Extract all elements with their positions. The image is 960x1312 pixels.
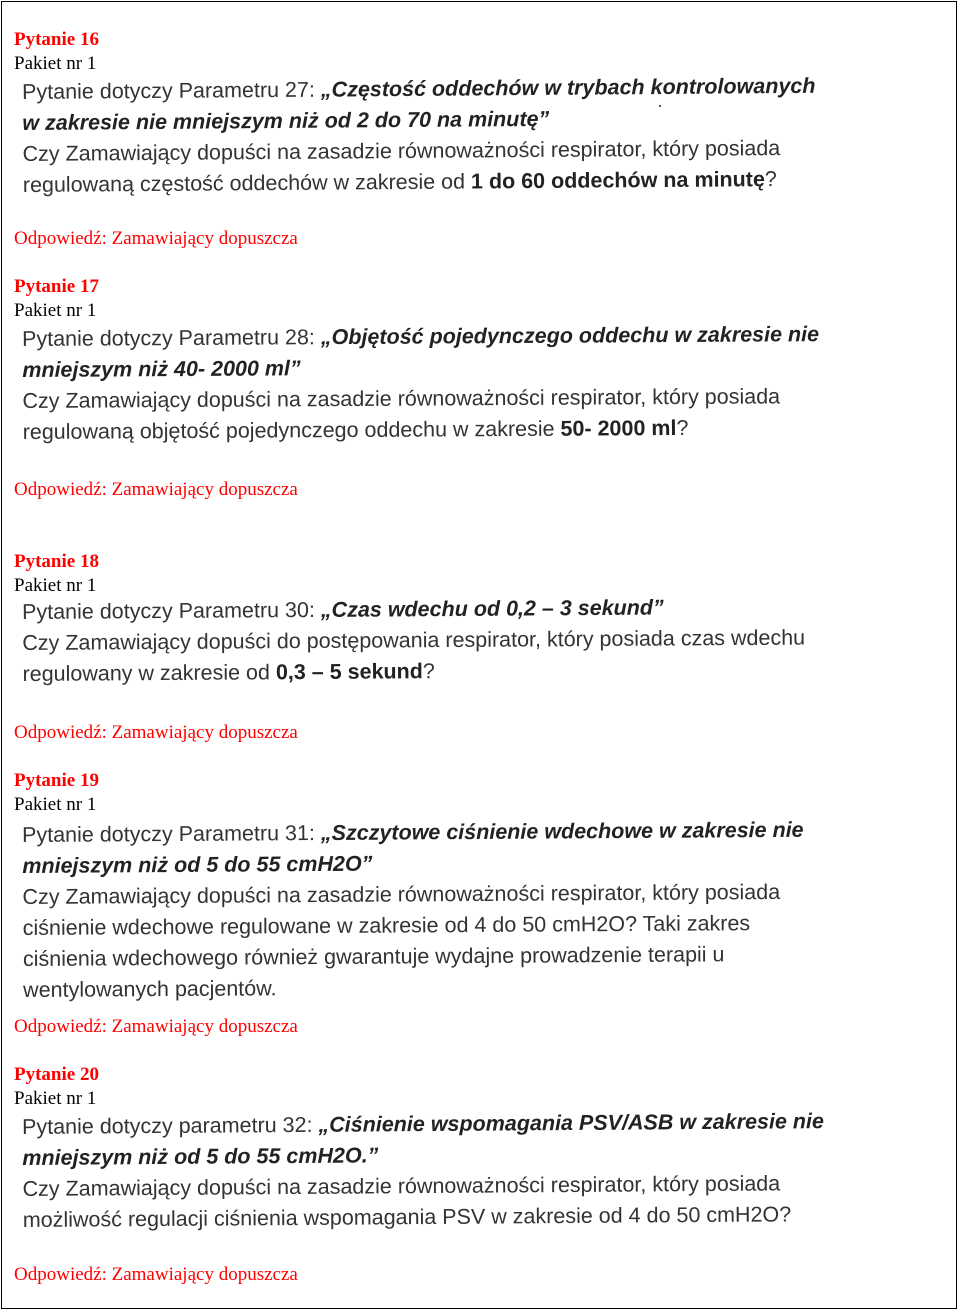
scan-line: Czy Zamawiający dopuści na zasadzie równoważności respirator, który posiada — [22, 136, 781, 166]
question-scan-text — [22, 592, 805, 690]
question-scan-text — [22, 71, 816, 201]
answer-text: Odpowiedź: Zamawiający dopuszcza — [14, 1016, 298, 1037]
scan-line: regulowaną częstość oddechów w zakresie od 1 do 60 oddechów na minutę? — [22, 167, 777, 197]
scan-line: mniejszym niż 40- 2000 ml” — [22, 356, 301, 382]
question-package: Pakiet nr 1 — [14, 575, 97, 596]
question-scan-text — [22, 319, 820, 448]
scan-speck — [659, 105, 661, 107]
question-title: Pytanie 19 — [14, 770, 99, 791]
question-title: Pytanie 20 — [14, 1064, 99, 1085]
question-title: Pytanie 17 — [14, 276, 99, 297]
scan-line: Pytanie dotyczy Parametru 27: „Częstość oddechów w trybach kontrolowanych — [22, 73, 816, 104]
question-package: Pakiet nr 1 — [14, 1088, 97, 1109]
document-page — [1, 1, 957, 1309]
question-scan-text — [22, 1106, 825, 1236]
question-scan-text — [22, 815, 805, 1006]
scan-line: Pytanie dotyczy Parametru 28: „Objętość pojedynczego oddechu w zakresie nie — [22, 322, 820, 351]
scan-line: ciśnienia wdechowego również gwarantuje wydajne prowadzenie terapii u — [22, 942, 725, 971]
answer-text: Odpowiedź: Zamawiający dopuszcza — [14, 722, 298, 743]
question-package: Pakiet nr 1 — [14, 794, 97, 815]
question-package: Pakiet nr 1 — [14, 53, 97, 74]
scan-line: możliwość regulacji ciśnienia wspomagania PSV w zakresie od 4 do 50 cmH2O? — [22, 1202, 792, 1232]
scan-line: Czy Zamawiający dopuści na zasadzie równoważności respirator, który posiada — [22, 1171, 781, 1201]
scan-line: Czy Zamawiający dopuści na zasadzie równoważności respirator, który posiada — [22, 879, 781, 909]
scan-line: mniejszym niż od 5 do 55 cmH2O.” — [22, 1143, 379, 1170]
scan-line: wentylowanych pacjentów. — [23, 976, 277, 1002]
answer-text: Odpowiedź: Zamawiający dopuszcza — [14, 479, 298, 500]
scan-line: Czy Zamawiający dopuści do postępowania respirator, który posiada czas wdechu — [22, 625, 806, 655]
scan-line: Pytanie dotyczy Parametru 30: „Czas wdechu od 0,2 – 3 sekund” — [22, 595, 664, 624]
scan-line: Pytanie dotyczy parametru 32: „Ciśnienie wspomagania PSV/ASB w zakresie nie — [22, 1109, 824, 1139]
answer-text: Odpowiedź: Zamawiający dopuszcza — [14, 1264, 298, 1285]
question-title: Pytanie 18 — [14, 551, 99, 572]
scan-line: Pytanie dotyczy Parametru 31: „Szczytowe ciśnienie wdechowe w zakresie nie — [22, 817, 804, 847]
answer-text: Odpowiedź: Zamawiający dopuszcza — [14, 228, 298, 249]
question-title: Pytanie 16 — [14, 29, 99, 50]
scan-line: w zakresie nie mniejszym niż od 2 do 70 na minutę” — [22, 106, 550, 135]
scan-line: regulowaną objętość pojedynczego oddechu w zakresie 50- 2000 ml? — [22, 415, 689, 444]
scan-line: Czy Zamawiający dopuści na zasadzie równoważności respirator, który posiada — [22, 384, 781, 413]
scan-line: ciśnienie wdechowe regulowane w zakresie od 4 do 50 cmH2O? Taki zakres — [22, 911, 751, 940]
question-package: Pakiet nr 1 — [14, 300, 97, 321]
scan-line: regulowany w zakresie od 0,3 – 5 sekund? — [22, 659, 435, 686]
scan-line: mniejszym niż od 5 do 55 cmH2O” — [22, 851, 373, 878]
